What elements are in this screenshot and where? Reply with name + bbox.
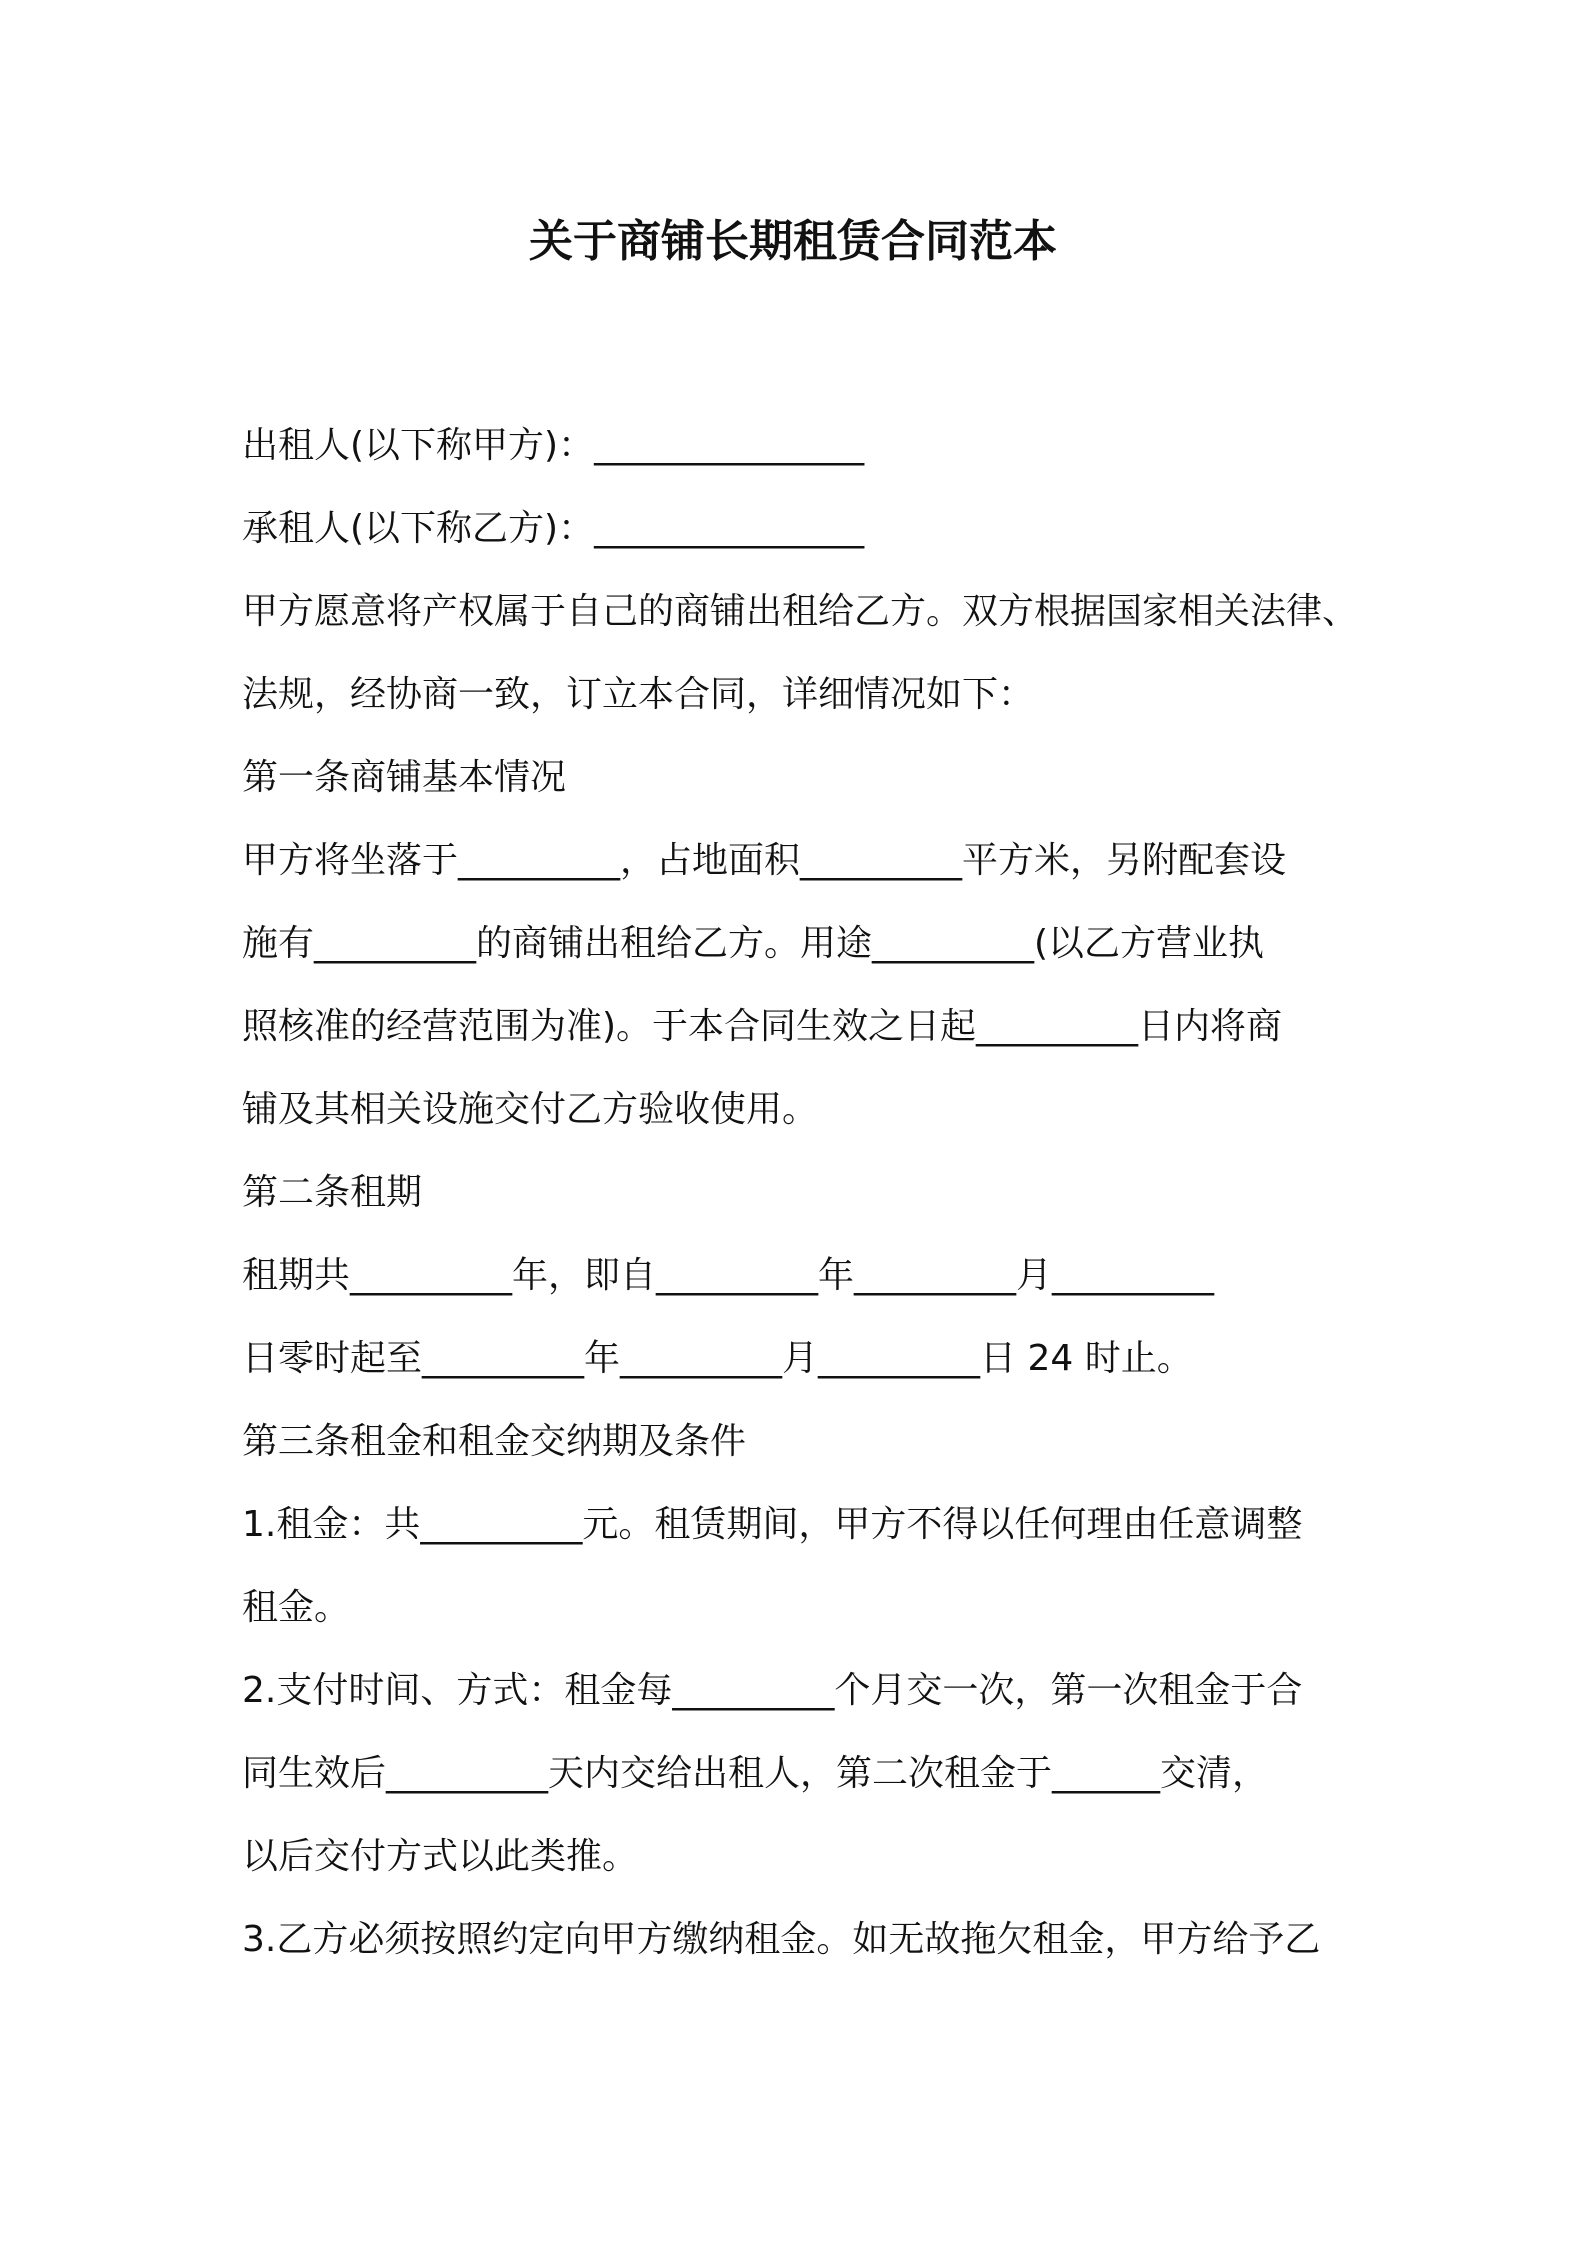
article-2-heading: 第二条租期: [242, 1172, 423, 1213]
paragraph-line: 施有_________的商铺出租给乙方。用途_________(以乙方营业执: [242, 923, 1265, 964]
party-a-line: 出租人(以下称甲方)：_______________: [242, 425, 865, 466]
paragraph-line: 1.租金：共_________元。租赁期间，甲方不得以任何理由任意调整: [242, 1504, 1303, 1545]
paragraph-line: 法规，经协商一致，订立本合同，详细情况如下：: [242, 674, 1035, 715]
paragraph-line: 3.乙方必须按照约定向甲方缴纳租金。如无故拖欠租金，甲方给予乙: [242, 1919, 1321, 1960]
paragraph-line: 租金。: [242, 1587, 351, 1628]
paragraph-line: 铺及其相关设施交付乙方验收使用。: [242, 1089, 819, 1130]
paragraph-line: 同生效后_________天内交给出租人，第二次租金于______交清，: [242, 1753, 1269, 1794]
party-b-line: 承租人(以下称乙方)：_______________: [242, 508, 865, 549]
paragraph-line: 照核准的经营范围为准)。于本合同生效之日起_________日内将商: [242, 1006, 1283, 1047]
paragraph-line: 日零时起至_________年_________月_________日 24 时止。: [242, 1338, 1193, 1379]
paragraph-line: 2.支付时间、方式：租金每_________个月交一次，第一次租金于合: [242, 1670, 1303, 1711]
article-1-heading: 第一条商铺基本情况: [242, 757, 567, 798]
paragraph-line: 以后交付方式以此类推。: [242, 1836, 639, 1877]
paragraph-line: 租期共_________年，即自_________年_________月_________: [242, 1255, 1215, 1296]
paragraph-line: 甲方将坐落于_________，占地面积_________平方米，另附配套设: [242, 840, 1287, 881]
document-body: [242, 404, 1382, 1981]
document-title: 关于商铺长期租赁合同范本: [529, 216, 1057, 267]
paragraph-line: 甲方愿意将产权属于自己的商铺出租给乙方。双方根据国家相关法律、: [242, 591, 1359, 632]
article-3-heading: 第三条租金和租金交纳期及条件: [242, 1421, 747, 1462]
